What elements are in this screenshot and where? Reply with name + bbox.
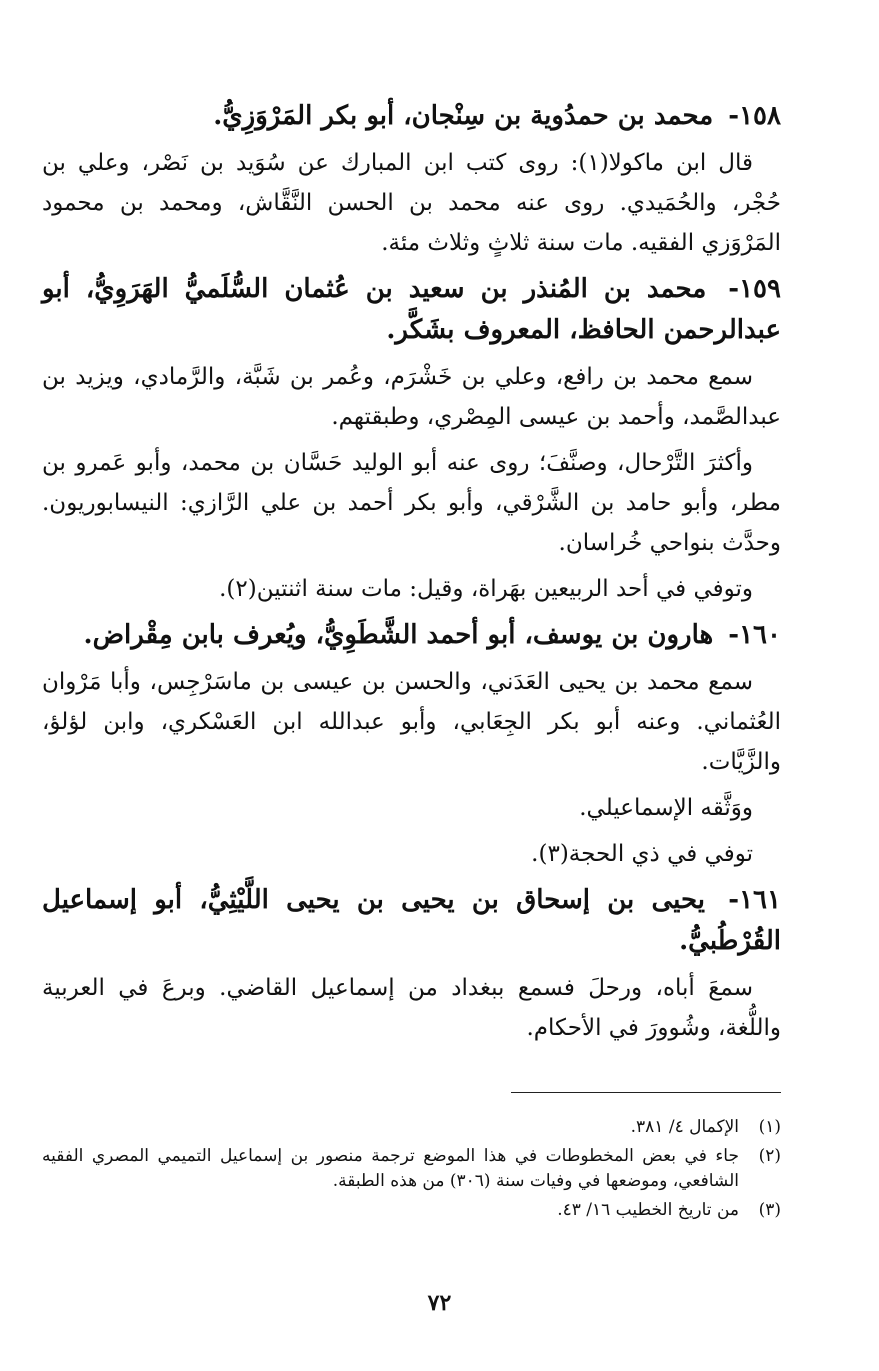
entry-heading: [42, 269, 781, 351]
entry-paragraph: وتوفي في أحد الربيعين بهَراة، وقيل: مات سنة اثنتين(٢).: [219, 576, 753, 602]
footnote-number: (٢): [758, 1146, 781, 1166]
entry-number: ١٥٩-: [728, 274, 781, 304]
entry-paragraph: وأكثرَ التَّرْحال، وصنَّفَ؛ روى عنه أبو الوليد حَسَّان بن محمد، وأبو عَمرو بن مطر، وأبو حامد بن الشَّرْقي، وأبو بكر أحمد بن علي الرَّازي: النيسابوريون. وحدَّث بنواحي خُراسان.: [42, 450, 781, 556]
entry-title: محمد بن المُنذر بن سعيد بن عُثمان السُّلَميُّ الهَرَوِيُّ، أبو عبدالرحمن الحافظ، المعروف بشَكَّر.: [42, 274, 781, 345]
footnote-number: (١): [758, 1117, 781, 1137]
footnote-number: (٣): [758, 1200, 781, 1220]
footnote: [42, 1198, 781, 1223]
entry-paragraph: سمع محمد بن رافع، وعلي بن خَشْرَم، وعُمر بن شَبَّة، والرَّمادي، ويزيد بن عبدالصَّمد، وأحمد بن عيسى المِصْري، وطبقتهم.: [42, 364, 781, 430]
entry-title: محمد بن حمدُوية بن سِنْجان، أبو بكر المَرْوَزِيُّ.: [213, 101, 714, 131]
footnotes: [42, 1092, 781, 1227]
entry-paragraph: سمع محمد بن يحيى العَدَني، والحسن بن عيسى بن ماسَرْجِس، وأبا مَرْوان العُثماني. وعنه أبو بكر الجِعَابي، وأبو عبدالله ابن العَسْكري، وابن لؤلؤ، والزَّيَّات.: [42, 669, 781, 775]
footnote: [42, 1115, 781, 1140]
entries: [42, 96, 781, 1048]
entry-heading: [42, 96, 781, 137]
footnote-divider: [511, 1092, 781, 1093]
entry-paragraph: سمعَ أباه، ورحلَ فسمع ببغداد من إسماعيل القاضي. وبرعَ في العربية واللُّغة، وشُوورَ في الأحكام.: [42, 975, 781, 1041]
entry-number: ١٦٠-: [728, 620, 781, 650]
footnote: [42, 1144, 781, 1194]
entry-paragraph: توفي في ذي الحجة(٣).: [531, 841, 753, 867]
entry-paragraph: ووَثَّقه الإسماعيلي.: [579, 795, 753, 821]
entry-number: ١٥٨-: [728, 101, 781, 131]
page-number: ٧٢: [427, 1290, 452, 1316]
entry-paragraph: قال ابن ماكولا(١): روى كتب ابن المبارك عن سُوَيد بن نَصْر، وعلي بن حُجْر، والحُمَيدي. روى عنه محمد بن الحسن النَّقَّاش، ومحمد بن محمود المَرْوَزي الفقيه. مات سنة ثلاثٍ وثلاث مئة.: [42, 150, 782, 256]
footnote-text: من تاريخ الخطيب ١٦/ ٤٣.: [557, 1200, 739, 1220]
entry-title: هارون بن يوسف، أبو أحمد الشَّطَوِيُّ، ويُعرف بابن مِقْراض.: [83, 620, 714, 650]
footnote-text: جاء في بعض المخطوطات في هذا الموضع ترجمة منصور بن إسماعيل التميمي المصري الفقيه الشافعي، وموضعها في وفيات سنة (٣٠٦) من هذه الطبقة.: [42, 1146, 739, 1191]
entry-title: يحيى بن إسحاق بن يحيى بن يحيى اللَّيْثِيُّ، أبو إسماعيل القُرْطُبيُّ.: [42, 885, 781, 956]
entry-heading: [42, 880, 781, 962]
entry-number: ١٦١-: [728, 885, 781, 915]
entry-heading: [42, 615, 781, 656]
footnote-text: الإكمال ٤/ ٣٨١.: [630, 1117, 739, 1137]
